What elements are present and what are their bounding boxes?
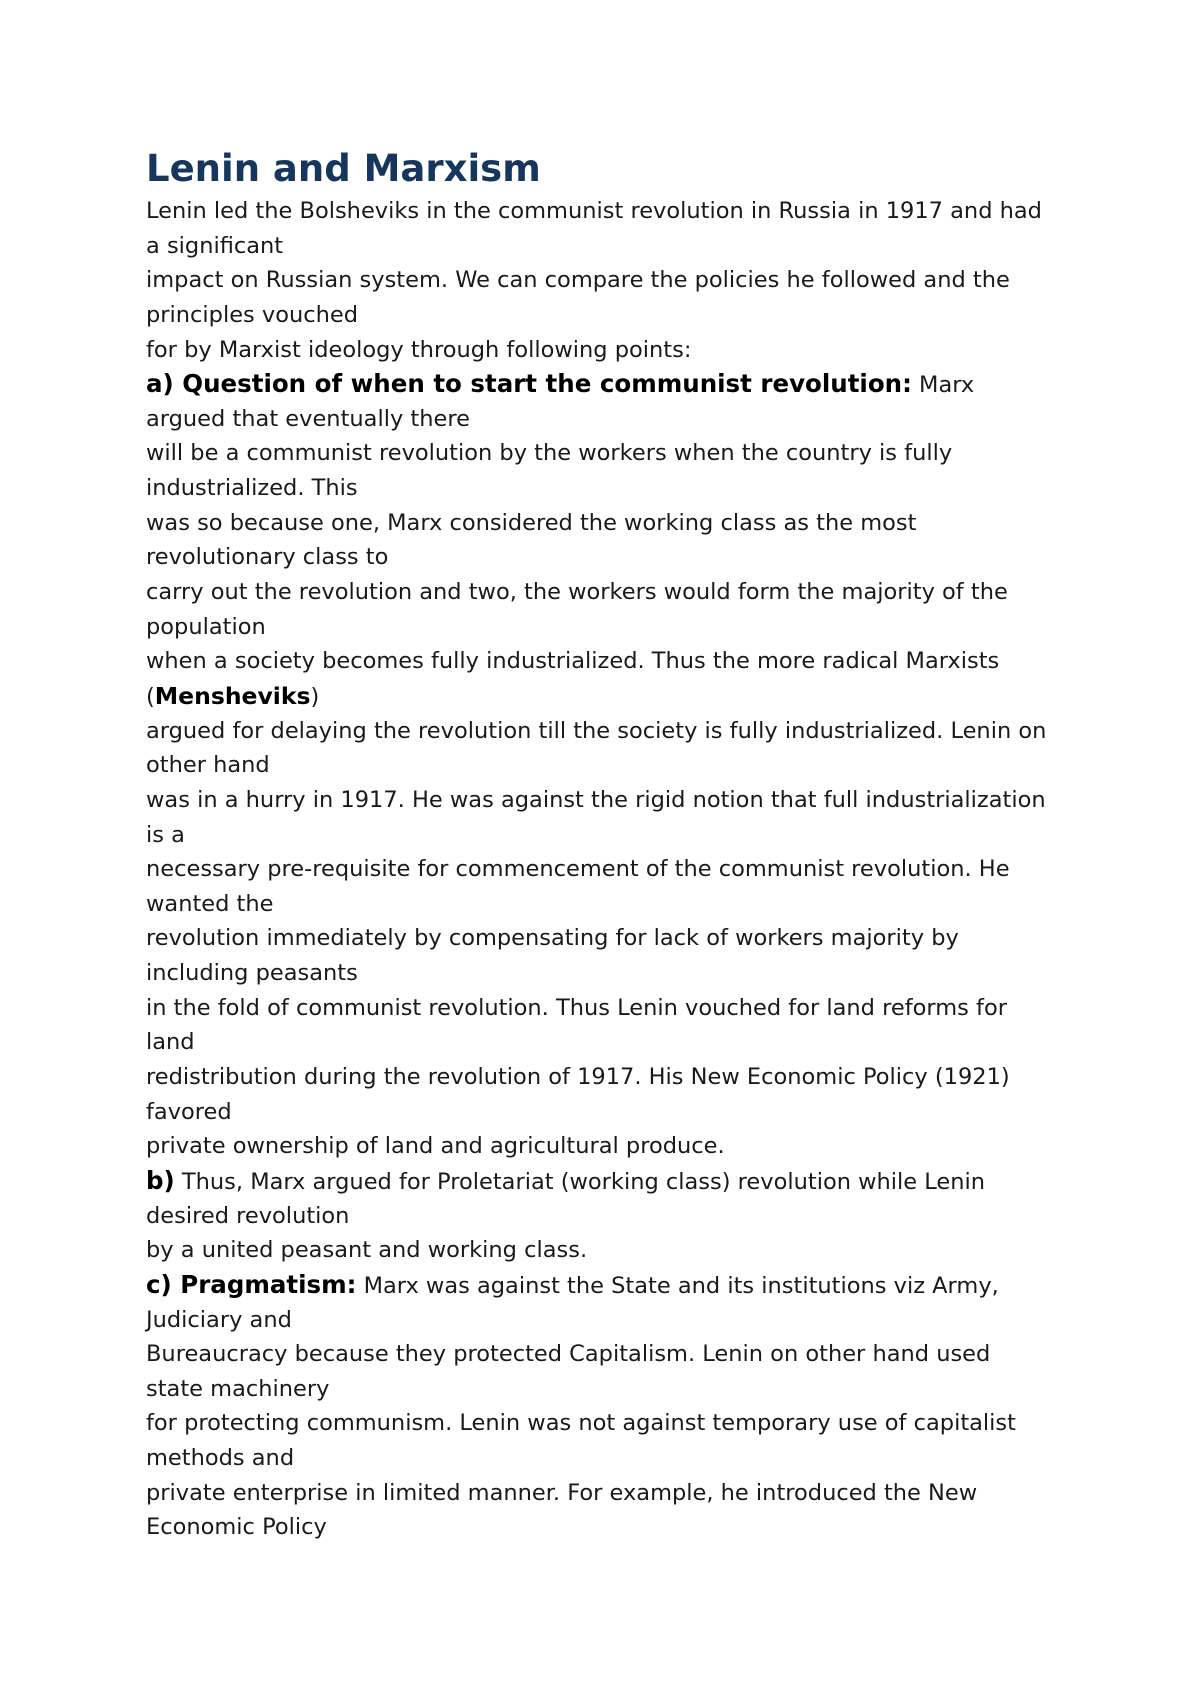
open-paren: ( (146, 683, 155, 710)
text-line: will be a communist revolution by the workers when the country is fully (146, 440, 953, 467)
text-line: Lenin led the Bolsheviks in the communist revolution in Russia in 1917 and had (146, 198, 1042, 224)
text-line: state machinery (146, 1375, 330, 1402)
text-span: Marx was against the State and its institutions viz Army, (356, 1272, 999, 1299)
text-line: private enterprise in limited manner. For example, he introduced the New (146, 1479, 978, 1506)
point-a-heading: a) Question of when to start the communist revolution: (146, 369, 912, 399)
text-line: revolution immediately by compensating for lack of workers majority by (146, 925, 959, 952)
text-line: including peasants (146, 960, 358, 987)
text-line: Bureaucracy because they protected Capitalism. Lenin on other hand used (146, 1341, 991, 1368)
text-line: methods and (146, 1445, 295, 1472)
text-line: in the fold of communist revolution. Thus Lenin vouched for land reforms for (146, 994, 1007, 1021)
text-line: for protecting communism. Lenin was not against temporary use of capitalist (146, 1410, 1016, 1437)
text-line: necessary pre-requisite for commencement of the communist revolution. He (146, 856, 1010, 883)
text-line: land (146, 1029, 195, 1056)
mensheviks-line (146, 679, 1066, 714)
text-line: impact on Russian system. We can compare the policies he followed and the (146, 267, 1010, 294)
text-line: Judiciary and (146, 1306, 292, 1333)
text-line: carry out the revolution and two, the workers would form the majority of the (146, 579, 1008, 606)
document-body (146, 144, 1066, 1545)
text-line: was in a hurry in 1917. He was against the rigid notion that full industrialization (146, 786, 1046, 813)
text-line: principles vouched (146, 301, 359, 328)
text-line: a significant (146, 232, 284, 259)
text-line: for by Marxist ideology through following points: (146, 336, 692, 363)
mensheviks-term: Mensheviks (154, 681, 311, 710)
text-line: private ownership of land and agricultural produce. (146, 1133, 725, 1160)
text-span: Marx (911, 372, 975, 399)
point-a-line (146, 367, 1066, 402)
text-line: was so because one, Marx considered the working class as the most (146, 509, 917, 536)
text-line: population (146, 613, 266, 640)
point-b-line (146, 1164, 1066, 1199)
document-title: Lenin and Marxism (146, 147, 541, 190)
text-line: is a (146, 821, 185, 848)
point-c-line (146, 1268, 1066, 1303)
text-line: Economic Policy (146, 1514, 327, 1541)
text-line: redistribution during the revolution of 1917. His New Economic Policy (1921) (146, 1064, 1010, 1091)
text-line: argued that eventually there (146, 405, 470, 432)
text-line: revolutionary class to (146, 544, 389, 571)
text-line: argued for delaying the revolution till the society is fully industrialized. Lenin on (146, 717, 1047, 744)
text-line: when a society becomes fully industrialized. Thus the more radical Marxists (146, 648, 1000, 675)
point-c-heading: c) Pragmatism: (146, 1269, 357, 1299)
text-line: wanted the (146, 890, 274, 917)
text-line: favored (146, 1098, 232, 1125)
close-paren: ) (310, 683, 320, 710)
text-span: Thus, Marx argued for Proletariat (working class) revolution while Lenin (174, 1168, 986, 1195)
text-line: desired revolution (146, 1202, 350, 1229)
text-line: industrialized. This (146, 475, 358, 502)
text-line: by a united peasant and working class. (146, 1237, 588, 1264)
text-line: other hand (146, 752, 270, 779)
point-b-heading: b) (146, 1165, 175, 1195)
